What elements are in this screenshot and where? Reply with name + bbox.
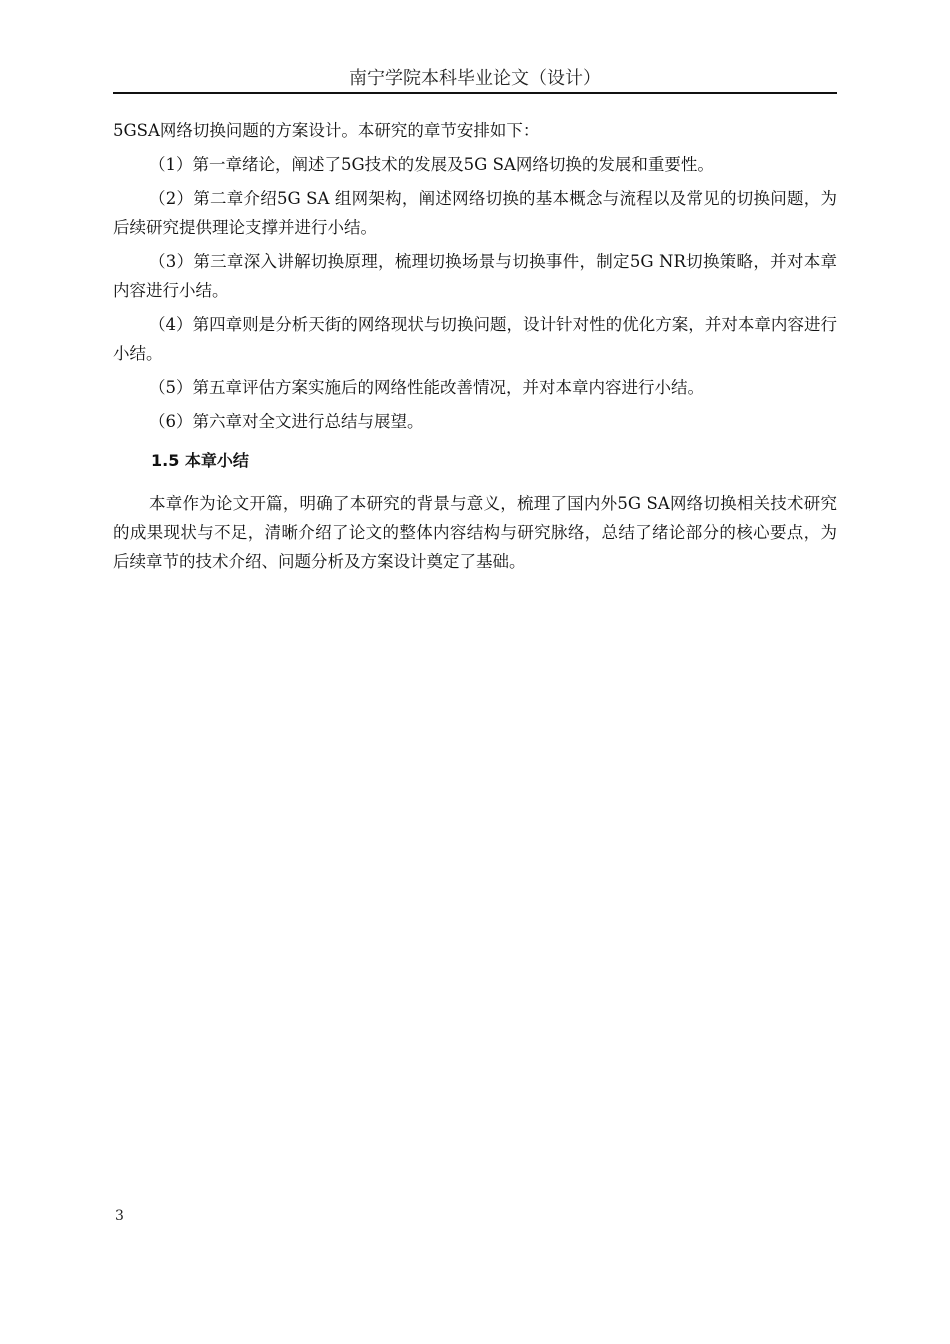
body-text bbox=[113, 116, 837, 581]
chapter-item-1: （1）第一章绪论，阐述了5G技术的发展及5G SA网络切换的发展和重要性。 bbox=[149, 155, 714, 174]
page-number: 3 bbox=[115, 1208, 124, 1224]
chapter-item-3: （3）第三章深入讲解切换原理，梳理切换场景与切换事件，制定5G NR切换策略，并对本章内容进行小结。 bbox=[113, 252, 837, 300]
section-heading: 1.5 本章小结 bbox=[151, 451, 249, 470]
chapter-item-6: （6）第六章对全文进行总结与展望。 bbox=[149, 412, 424, 431]
header-divider bbox=[113, 92, 837, 94]
chapter-item-4: （4）第四章则是分析天街的网络现状与切换问题，设计针对性的优化方案，并对本章内容进行小结。 bbox=[113, 315, 837, 363]
chapter-item-5: （5）第五章评估方案实施后的网络性能改善情况，并对本章内容进行小结。 bbox=[149, 378, 704, 397]
lead-paragraph: 5GSA网络切换问题的方案设计。本研究的章节安排如下： bbox=[113, 121, 540, 140]
summary-paragraph: 本章作为论文开篇，明确了本研究的背景与意义，梳理了国内外5G SA网络切换相关技术研究的成果现状与不足，清晰介绍了论文的整体内容结构与研究脉络，总结了绪论部分的核心要点，为后续章节的技术介绍、问题分析及方案设计奠定了基础。 bbox=[113, 494, 837, 571]
page-header-title: 南宁学院本科毕业论文（设计） bbox=[349, 68, 601, 89]
chapter-item-2: （2）第二章介绍5G SA 组网架构，阐述网络切换的基本概念与流程以及常见的切换问题，为后续研究提供理论支撑并进行小结。 bbox=[113, 189, 837, 237]
